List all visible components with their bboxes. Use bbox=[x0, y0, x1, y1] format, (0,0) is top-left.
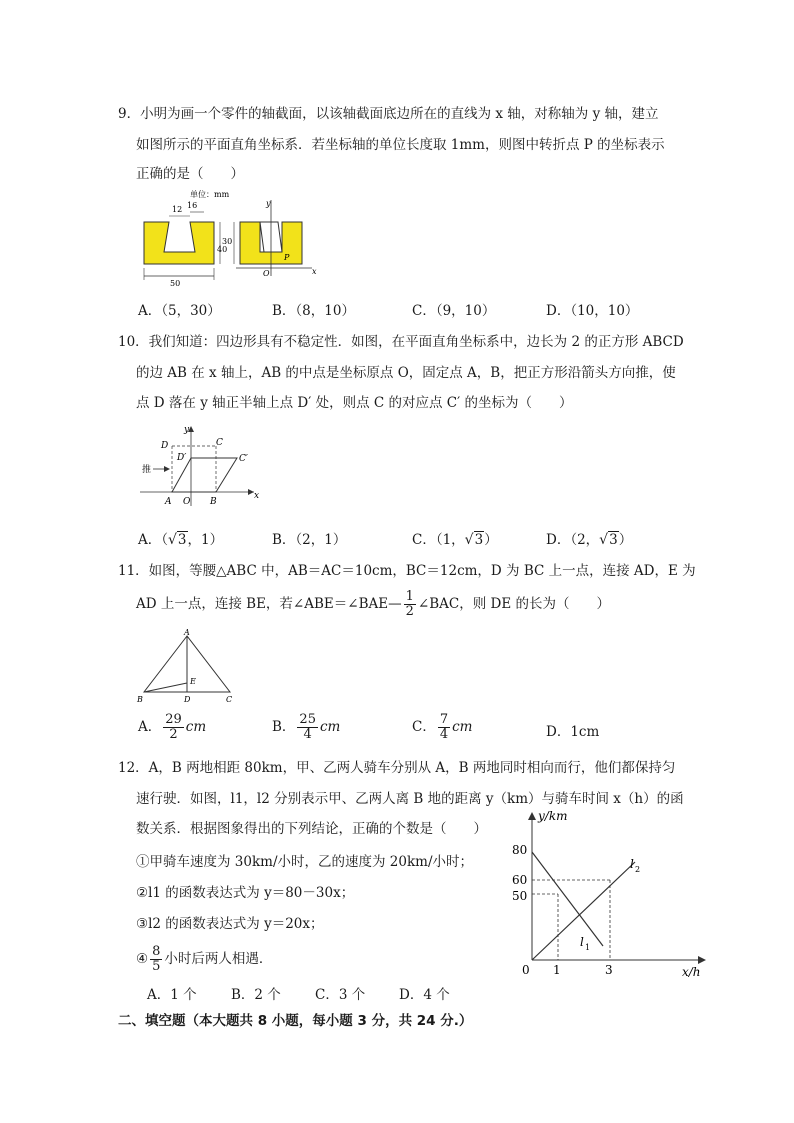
q12-s4-num: 8 bbox=[152, 944, 161, 959]
y-axis-arrow-icon bbox=[528, 812, 536, 820]
q11-option-c-num: 7 bbox=[439, 712, 449, 727]
radical-icon: √ bbox=[168, 532, 177, 548]
q11-line1: 11．如图，等腰△ABC 中，AB＝AC＝10cm，BC＝12cm，D 为 BC 上一点，连接 AD，E 为 bbox=[118, 563, 696, 579]
q9-option-a[interactable]: A．（5，30） bbox=[138, 303, 221, 319]
q9-option-b[interactable]: B．（8，10） bbox=[272, 303, 355, 319]
q11-option-a-unit: cm bbox=[185, 719, 207, 735]
q12-option-c[interactable]: C．3 个 bbox=[315, 987, 366, 1003]
q12-x1: 1 bbox=[553, 963, 561, 977]
q11-line2-post: ∠BAC，则 DE 的长为（ ） bbox=[417, 596, 610, 612]
q9-fig-x: x bbox=[312, 267, 317, 276]
q11-frac-den: 2 bbox=[405, 604, 414, 619]
q10-fig-B: B bbox=[210, 497, 217, 507]
q12-y80: 80 bbox=[512, 843, 528, 857]
radical-icon: √ bbox=[599, 532, 609, 548]
q11-fig-B: B bbox=[137, 695, 143, 704]
q11-fig-E: E bbox=[190, 677, 196, 686]
q12-y60: 60 bbox=[512, 873, 528, 887]
q9-fig-O: O bbox=[263, 269, 270, 278]
q10-option-a-pre: A．（ bbox=[138, 532, 168, 548]
q9-fig-unit: 单位：mm bbox=[190, 190, 230, 199]
q11-option-a-fraction bbox=[163, 713, 184, 742]
q10-fig-y: y bbox=[184, 425, 190, 435]
q12-x3: 3 bbox=[605, 963, 613, 977]
q9-fig-16: 16 bbox=[187, 201, 198, 210]
q10-line3: 点 D 落在 y 轴正半轴上点 D′ 处，则点 C 的对应点 C′ 的坐标为（ ） bbox=[136, 395, 573, 411]
q11-frac-num: 1 bbox=[405, 589, 414, 604]
q10-option-c-post: ） bbox=[484, 532, 498, 548]
q10-option-b[interactable]: B．（2，1） bbox=[272, 532, 347, 548]
q10-fig-push: 推 bbox=[142, 465, 152, 475]
q9-option-c[interactable]: C．（9，10） bbox=[412, 303, 496, 319]
q12-ylabel: y/km bbox=[538, 809, 568, 823]
q11-fraction bbox=[404, 590, 416, 619]
q12-s4-post: 小时后两人相遇． bbox=[164, 951, 273, 967]
q12-statement-4 bbox=[136, 944, 272, 974]
q10-fig-D: D bbox=[161, 441, 169, 451]
section-2-heading: 二、填空题（本大题共 8 小题，每小题 3 分，共 24 分.） bbox=[118, 1013, 473, 1029]
q10-fig-O: O bbox=[183, 497, 191, 507]
q10-fig-C: C bbox=[216, 438, 223, 448]
x-axis-arrow-icon bbox=[698, 956, 706, 964]
q10-option-c-radicand: 3 bbox=[474, 532, 484, 548]
q11-option-c-fraction bbox=[438, 713, 450, 742]
q9-figure bbox=[132, 188, 332, 288]
q10-option-d-radicand: 3 bbox=[609, 532, 618, 548]
q10-option-a[interactable] bbox=[138, 528, 223, 548]
q11-fig-D: D bbox=[184, 695, 191, 704]
q11-option-c-den: 4 bbox=[439, 727, 449, 742]
q12-option-a[interactable]: A．1 个 bbox=[147, 987, 197, 1003]
q11-option-a[interactable] bbox=[138, 713, 206, 742]
q10-option-d[interactable] bbox=[546, 528, 632, 548]
q9-fig-12: 12 bbox=[172, 205, 183, 214]
q11-option-a-label: A． bbox=[138, 719, 162, 735]
q10-line1: 10．我们知道：四边形具有不稳定性．如图，在平面直角坐标系中，边长为 2 的正方形 ABCD bbox=[118, 334, 684, 350]
q10-option-d-pre: D．（2， bbox=[546, 532, 600, 548]
q10-fig-Dp: D′ bbox=[177, 453, 187, 463]
q9-line1: 9．小明为画一个零件的轴截面，以该轴截面底边所在的直线为 x 轴，对称轴为 y 轴，建立 bbox=[118, 106, 659, 122]
q9-fig-y: y bbox=[266, 199, 271, 208]
q12-statement-3: ③l2 的函数表达式为 y＝20x； bbox=[136, 916, 324, 932]
q12-l1-label: l bbox=[580, 935, 584, 949]
q11-option-c[interactable] bbox=[412, 713, 473, 742]
q12-line2: 速行驶．如图，l1，l2 分别表示甲、乙两人离 B 地的距离 y（km）与骑车时间 x（h）的函 bbox=[136, 791, 684, 807]
q10-option-c[interactable] bbox=[412, 528, 498, 548]
q11-option-a-den: 2 bbox=[169, 727, 178, 742]
q12-y50: 50 bbox=[512, 889, 528, 903]
q12-s4-den: 5 bbox=[152, 959, 161, 974]
q10-option-a-post: ，1） bbox=[187, 532, 224, 548]
q11-fig-C: C bbox=[226, 695, 233, 704]
q11-option-b[interactable] bbox=[272, 713, 340, 742]
q12-xlabel: x/h bbox=[682, 965, 701, 979]
q12-l1-sub: 1 bbox=[585, 943, 591, 952]
q12-l2-sub: 2 bbox=[635, 865, 641, 874]
q12-line1: 12．A，B 两地相距 80km，甲、乙两人骑车分别从 A，B 两地同时相向而行，他们都保持匀 bbox=[118, 760, 676, 776]
q9-fig-30: 30 bbox=[222, 237, 233, 246]
q10-fig-Cp: C′ bbox=[239, 454, 248, 464]
q11-option-a-num: 29 bbox=[165, 712, 182, 727]
q9-option-d[interactable]: D．（10，10） bbox=[546, 303, 639, 319]
q11-option-b-label: B． bbox=[272, 719, 296, 735]
q11-option-b-fraction bbox=[297, 713, 318, 742]
q9-line3: 正确的是（ ） bbox=[136, 166, 244, 182]
q12-s4-pre: ④ bbox=[136, 951, 149, 967]
q10-option-a-radicand: 3 bbox=[177, 532, 187, 548]
radical-icon: √ bbox=[464, 532, 474, 548]
q12-line3: 数关系．根据图象得出的下列结论，正确的个数是（ ） bbox=[136, 821, 487, 837]
q11-option-c-label: C． bbox=[412, 719, 436, 735]
q11-figure bbox=[134, 628, 244, 708]
q10-line2: 的边 AB 在 x 轴上，AB 的中点是坐标原点 O，固定点 A，B，把正方形沿箭头方向推，使 bbox=[136, 365, 676, 381]
q11-option-b-den: 4 bbox=[303, 727, 312, 742]
q12-option-d[interactable]: D．4 个 bbox=[399, 987, 450, 1003]
q12-statement-1: ①甲骑车速度为 30km/小时，乙的速度为 20km/小时； bbox=[136, 854, 473, 870]
q9-fig-50: 50 bbox=[170, 279, 181, 288]
q12-line-l1 bbox=[532, 852, 603, 946]
q9-line2: 如图所示的平面直角坐标系．若坐标轴的单位长度取 1mm，则图中转折点 P 的坐标表示 bbox=[136, 137, 665, 153]
q11-fig-A: A bbox=[184, 628, 190, 637]
q11-line2-pre: AD 上一点，连接 BE，若∠ABE＝∠BAE bbox=[136, 596, 389, 612]
q10-fig-x: x bbox=[254, 491, 260, 501]
q10-option-c-pre: C．（1， bbox=[412, 532, 465, 548]
q12-l2-label: l bbox=[630, 857, 634, 871]
q12-graph bbox=[500, 806, 715, 982]
q12-s4-fraction bbox=[150, 945, 162, 974]
q9-fig-40: 40 bbox=[217, 245, 228, 254]
q12-option-b[interactable]: B．2 个 bbox=[231, 987, 281, 1003]
q11-minus: — bbox=[388, 596, 402, 612]
q11-option-b-num: 25 bbox=[299, 712, 316, 727]
q12-statement-2: ②l1 的函数表达式为 y＝80－30x； bbox=[136, 885, 355, 901]
q10-figure bbox=[136, 418, 266, 513]
q11-option-d[interactable]: D．1cm bbox=[546, 724, 600, 740]
q11-option-b-unit: cm bbox=[319, 719, 341, 735]
q11-line2 bbox=[136, 590, 610, 619]
q10-fig-A: A bbox=[165, 497, 172, 507]
q9-fig-P: P bbox=[284, 253, 290, 262]
q12-origin: 0 bbox=[522, 963, 530, 977]
q11-option-c-unit: cm bbox=[452, 719, 473, 735]
q10-option-d-post: ） bbox=[618, 532, 633, 548]
